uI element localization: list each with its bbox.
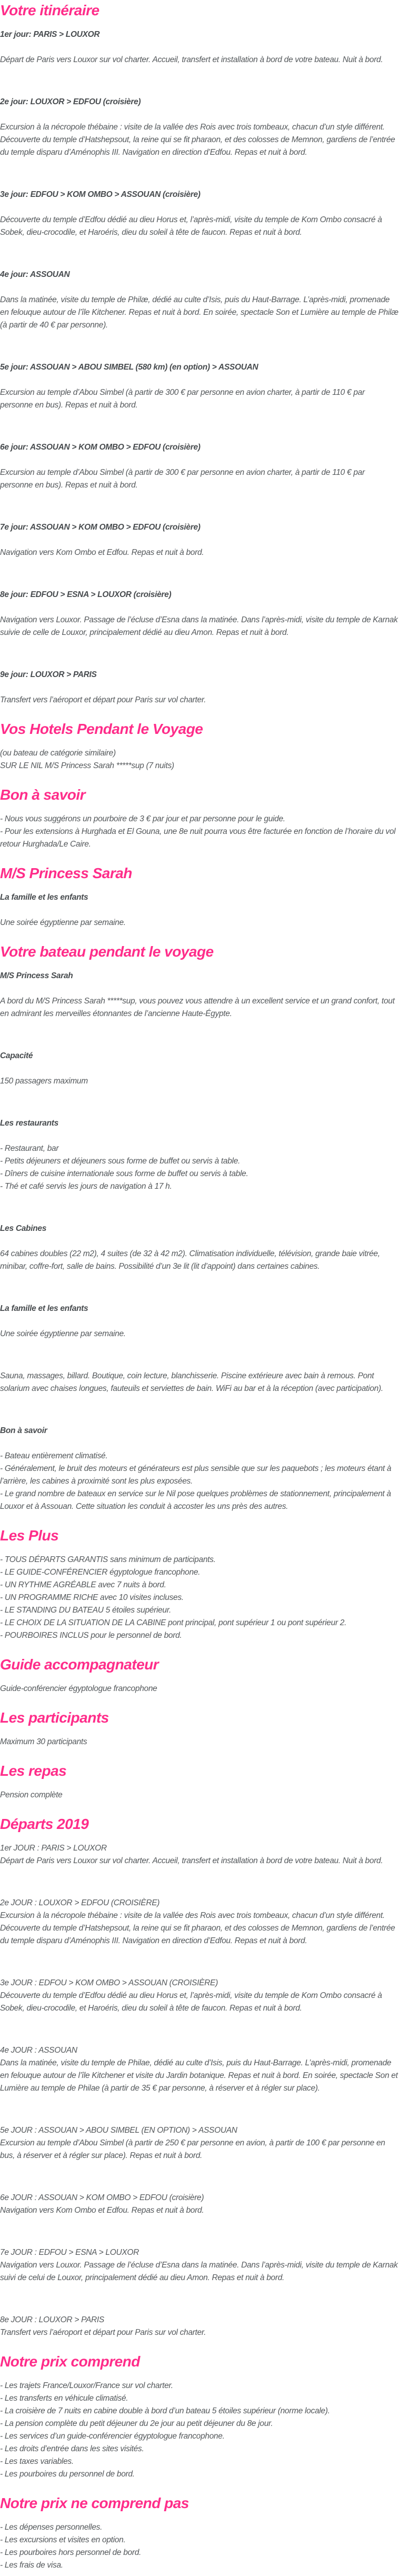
paragraph-block bbox=[0, 1248, 399, 1273]
day-heading: 2e jour: LOUXOR > EDFOU (croisière) bbox=[0, 97, 141, 106]
day-heading: 6e JOUR : ASSOUAN > KOM OMBO > EDFOU (croisière) bbox=[0, 2193, 204, 2202]
day-description: Excursion à la nécropole thébaine : visite de la vallée des Rois avec trois tombeaux, chacun d’un style différent. Découverte du temple d’Hatshepsout, la reine qui se fit pharaon, et des colosses de Memnon, gardiens de l’entrée du temple disparu d’Aménophis III. Navigation en direction d’Edfou. Repas et nuit à bord. bbox=[0, 1911, 395, 1945]
day-description: Navigation vers Kom Ombo et Edfou. Repas et nuit à bord. bbox=[0, 548, 204, 557]
text-list bbox=[0, 2521, 399, 2572]
list-item: - Les pourboires hors personnel de bord. bbox=[0, 2548, 142, 2557]
section-heading: Votre bateau pendant le voyage bbox=[0, 943, 214, 960]
paragraph-block bbox=[0, 1075, 399, 1088]
list-item: - Les services d’un guide-conférencier égyptologue francophone. bbox=[0, 2432, 225, 2441]
section-heading: M/S Princess Sarah bbox=[0, 865, 132, 881]
list-item: - Thé et café servis les jours de navigation à 17 h. bbox=[0, 1182, 172, 1191]
day-heading: 6e jour: ASSOUAN > KOM OMBO > EDFOU (croisière) bbox=[0, 443, 201, 452]
section-heading: Départs 2019 bbox=[0, 1816, 89, 1832]
departure-day bbox=[0, 2314, 399, 2339]
day-description: Départ de Paris vers Louxor sur vol charter. Accueil, transfert et installation à bord de votre bateau. Nuit à bord. bbox=[0, 55, 383, 64]
day-description: Navigation vers Louxor. Passage de l’écluse d’Esna dans la matinée. Dans l’après-midi, visite du temple de Karnak suivie de celle de Louxor, principalement dédié au dieu Amon. Repas et nuit à bord. bbox=[0, 615, 398, 637]
list-item: - Dîners de cuisine internationale sous forme de buffet ou servis à table. bbox=[0, 1169, 248, 1178]
list-item: - Le grand nombre de bateaux en service sur le Nil pose quelques problèmes de stationnement, principalement à Louxor et à Assouan. Cette situation les conduit à accoster les uns près des autres. bbox=[0, 1489, 391, 1511]
itinerary-day bbox=[0, 28, 399, 66]
day-heading: 7e JOUR : EDFOU > ESNA > LOUXOR bbox=[0, 2248, 139, 2257]
day-description: Dans la matinée, visite du temple de Philæ, dédié au culte d’Isis, puis du Haut-Barrage. L’après-midi, promenade en felouque autour de l’île Kitchener. Repas et nuit à bord. En soirée, spectacle Son et Lumière au temple de Philæ (à partir de 40 € par personne). bbox=[0, 295, 398, 330]
list-item: - UN PROGRAMME RICHE avec 10 visites incluses. bbox=[0, 1593, 184, 1602]
list-item: - Les taxes variables. bbox=[0, 2457, 74, 2466]
sub-heading: Les Cabines bbox=[0, 1224, 47, 1233]
day-description: Navigation vers Louxor. Passage de l’écluse d’Esna dans la matinée. Dans l’après-midi, visite du temple de Karnak suivi de celui de Louxor, principalement dédié au dieu Amon. Repas et nuit à bord. bbox=[0, 2261, 398, 2282]
paragraph-text: 64 cabines doubles (22 m2), 4 suites (de 32 à 42 m2). Climatisation individuelle, télévision, grande baie vitrée, minibar, coffre-fort, salle de bains. Possibilité d’un 3e lit (lit d’appoint) dans certaines cabines. bbox=[0, 1249, 380, 1271]
day-heading: 4e jour: ASSOUAN bbox=[0, 270, 70, 279]
text-list bbox=[0, 813, 399, 851]
list-item: - POURBOIRES INCLUS pour le personnel de bord. bbox=[0, 1631, 182, 1640]
list-item: - Petits déjeuners et déjeuners sous forme de buffet ou servis à table. bbox=[0, 1157, 241, 1166]
text-list bbox=[0, 1450, 399, 1513]
day-description: Excursion au temple d’Abou Simbel (à partir de 250 € par personne en avion, à partir de 100 € par personne en bus, à réserver et à régler sur place). Repas et nuit à bord. bbox=[0, 2139, 385, 2160]
paragraph-text: Guide-conférencier égyptologue francophone bbox=[0, 1684, 157, 1693]
day-heading: 7e jour: ASSOUAN > KOM OMBO > EDFOU (croisière) bbox=[0, 523, 201, 532]
list-item: SUR LE NIL M/S Princess Sarah *****sup (7 nuits) bbox=[0, 761, 174, 770]
list-item: - Pour les extensions à Hurghada et El Gouna, une 8e nuit pourra vous être facturée en fonction de l’horaire du vol retour Hurghada/Le Caire. bbox=[0, 827, 396, 849]
section-heading: Bon à savoir bbox=[0, 787, 86, 803]
list-item: - Les trajets France/Louxor/France sur vol charter. bbox=[0, 2381, 173, 2390]
itinerary-day bbox=[0, 361, 399, 412]
departure-day bbox=[0, 1977, 399, 2015]
day-heading: 8e jour: EDFOU > ESNA > LOUXOR (croisière) bbox=[0, 590, 172, 599]
itinerary-day bbox=[0, 268, 399, 332]
list-item: - UN RYTHME AGRÉABLE avec 7 nuits à bord. bbox=[0, 1580, 166, 1589]
text-list bbox=[0, 2380, 399, 2481]
paragraph-block bbox=[0, 995, 399, 1020]
day-heading: 8e JOUR : LOUXOR > PARIS bbox=[0, 2315, 104, 2324]
day-heading: 9e jour: LOUXOR > PARIS bbox=[0, 670, 97, 679]
departure-day bbox=[0, 2192, 399, 2217]
section-heading: Notre prix ne comprend pas bbox=[0, 2495, 189, 2511]
departure-day bbox=[0, 2246, 399, 2284]
list-item: - Restaurant, bar bbox=[0, 1144, 59, 1153]
text-list bbox=[0, 1554, 399, 1642]
day-heading: 3e jour: EDFOU > KOM OMBO > ASSOUAN (croisière) bbox=[0, 190, 201, 199]
departure-day bbox=[0, 2124, 399, 2162]
day-heading: 1er jour: PARIS > LOUXOR bbox=[0, 30, 100, 39]
list-item: - Les transferts en véhicule climatisé. bbox=[0, 2394, 128, 2403]
list-item: - Généralement, le bruit des moteurs et générateurs est plus sensible que sur les paquebots ; les moteurs étant à l’arrière, les cabines à proximité sont les plus exposées. bbox=[0, 1464, 392, 1486]
list-item: (ou bateau de catégorie similaire) bbox=[0, 749, 116, 758]
section-heading: Les repas bbox=[0, 1763, 67, 1779]
list-item: - Les pourboires du personnel de bord. bbox=[0, 2470, 135, 2479]
text-list bbox=[0, 1142, 399, 1193]
day-description: Départ de Paris vers Louxor sur vol charter. Accueil, transfert et installation à bord de votre bateau. Nuit à bord. bbox=[0, 1856, 383, 1865]
day-description: Transfert vers l’aéroport et départ pour Paris sur vol charter. bbox=[0, 2328, 206, 2337]
day-description: Excursion à la nécropole thébaine : visite de la vallée des Rois avec trois tombeaux, chacun d’un style différent. Découverte du temple d’Hatshepsout, la reine qui se fit pharaon, et des colosses de Memnon, gardiens de l’entrée du temple disparu d’Aménophis III. Navigation en direction d’Edfou. Repas et nuit à bord. bbox=[0, 123, 395, 157]
day-description: Découverte du temple d’Edfou dédié au dieu Horus et, l’après-midi, visite du temple de Kom Ombo consacré à Sobek, dieu-crocodile, et Haroéris, dieu du soleil à tête de faucon. Repas et nuit à bord. bbox=[0, 215, 382, 237]
section-heading: Les Plus bbox=[0, 1527, 59, 1544]
day-heading: 4e JOUR : ASSOUAN bbox=[0, 2046, 77, 2055]
itinerary-day bbox=[0, 188, 399, 239]
text-list bbox=[0, 747, 399, 772]
section-heading: Votre itinéraire bbox=[0, 2, 99, 18]
paragraph-text: A bord du M/S Princess Sarah *****sup, vous pouvez vous attendre à un excellent service et un grand confort, tout en admirant les merveilles étonnantes de l’ancienne Haute-Égypte. bbox=[0, 997, 395, 1018]
day-heading: 5e JOUR : ASSOUAN > ABOU SIMBEL (EN OPTION) > ASSOUAN bbox=[0, 2126, 237, 2135]
paragraph-text: 150 passagers maximum bbox=[0, 1077, 88, 1086]
sub-heading: Les restaurants bbox=[0, 1119, 58, 1128]
day-description: Dans la matinée, visite du temple de Philae, dédié au culte d’Isis, puis du Haut-Barrage. L’après-midi, promenade en felouque autour de l’île Kitchener et visite du Jardin botanique. Repas et nuit à bord. En soirée, spectacle Son et Lumière au temple de Philae (à partir de 35 € par personne, à réserver et à régler sur place). bbox=[0, 2058, 398, 2093]
paragraph-block bbox=[0, 917, 399, 929]
paragraph-block bbox=[0, 1736, 399, 1748]
sub-heading: Capacité bbox=[0, 1051, 33, 1060]
day-description: Navigation vers Kom Ombo et Edfou. Repas et nuit à bord. bbox=[0, 2206, 204, 2215]
day-heading: 3e JOUR : EDFOU > KOM OMBO > ASSOUAN (CROISIÈRE) bbox=[0, 1978, 218, 1987]
departure-day bbox=[0, 2044, 399, 2095]
paragraph-block bbox=[0, 1789, 399, 1802]
itinerary-day bbox=[0, 669, 399, 707]
list-item: - Bateau entièrement climatisé. bbox=[0, 1451, 108, 1460]
paragraph-text: Pension complète bbox=[0, 1791, 63, 1799]
sub-heading: Bon à savoir bbox=[0, 1426, 47, 1435]
paragraph-text: Maximum 30 participants bbox=[0, 1737, 87, 1746]
itinerary-day bbox=[0, 441, 399, 492]
itinerary-day bbox=[0, 521, 399, 559]
list-item: - La croisière de 7 nuits en cabine double à bord d’un bateau 5 étoiles supérieur (norme locale). bbox=[0, 2406, 330, 2415]
sub-heading: La famille et les enfants bbox=[0, 1304, 88, 1313]
list-item: - TOUS DÉPARTS GARANTIS sans minimum de participants. bbox=[0, 1555, 216, 1564]
list-item: - LE CHOIX DE LA SITUATION DE LA CABINE pont principal, pont supérieur 1 ou pont supérieur 2. bbox=[0, 1618, 347, 1627]
day-description: Excursion au temple d’Abou Simbel (à partir de 300 € par personne en avion charter, à partir de 110 € par personne en bus). Repas et nuit à bord. bbox=[0, 388, 365, 410]
sub-heading: La famille et les enfants bbox=[0, 893, 88, 902]
itinerary-day bbox=[0, 96, 399, 159]
paragraph-block bbox=[0, 1328, 399, 1340]
paragraph-text: Une soirée égyptienne par semaine. bbox=[0, 1329, 126, 1338]
sub-heading: M/S Princess Sarah bbox=[0, 971, 73, 980]
section-heading: Guide accompagnateur bbox=[0, 1656, 159, 1673]
day-heading: 5e jour: ASSOUAN > ABOU SIMBEL (580 km) (en option) > ASSOUAN bbox=[0, 363, 258, 372]
section-heading: Les participants bbox=[0, 1709, 109, 1726]
day-description: Découverte du temple d’Edfou dédié au dieu Horus et, l’après-midi, visite du temple de Kom Ombo consacré à Sobek, dieu-crocodile, et Haroéris, dieu du soleil à tête de faucon. Repas et nuit à bord. bbox=[0, 1991, 382, 2013]
list-item: - LE GUIDE-CONFÉRENCIER égyptologue francophone. bbox=[0, 1568, 201, 1577]
list-item: - Les dépenses personnelles. bbox=[0, 2523, 103, 2532]
departure-day bbox=[0, 1897, 399, 1947]
list-item: - Nous vous suggérons un pourboire de 3 € par jour et par personne pour le guide. bbox=[0, 814, 285, 823]
paragraph-text: Une soirée égyptienne par semaine. bbox=[0, 918, 126, 927]
day-description: Excursion au temple d’Abou Simbel (à partir de 300 € par personne en avion charter, à partir de 110 € par personne en bus). Repas et nuit à bord. bbox=[0, 468, 365, 490]
paragraph-block bbox=[0, 1370, 399, 1395]
list-item: - Les excursions et visites en option. bbox=[0, 2535, 126, 2544]
paragraph-block bbox=[0, 1683, 399, 1695]
departure-day bbox=[0, 1842, 399, 1867]
day-heading: 2e JOUR : LOUXOR > EDFOU (CROISIÈRE) bbox=[0, 1898, 160, 1907]
day-heading: 1er JOUR : PARIS > LOUXOR bbox=[0, 1844, 107, 1853]
list-item: - LE STANDING DU BATEAU 5 étoiles supérieur. bbox=[0, 1606, 172, 1615]
day-description: Transfert vers l’aéroport et départ pour Paris sur vol charter. bbox=[0, 695, 206, 704]
list-item: - Les frais de visa. bbox=[0, 2561, 63, 2570]
paragraph-text: Sauna, massages, billard. Boutique, coin lecture, blanchisserie. Piscine extérieure avec bain à remous. Pont solarium avec chaises longues, fauteuils et serviettes de bain. WiFi au bar et à la réception (avec participation). bbox=[0, 1371, 383, 1393]
list-item: - Les droits d’entrée dans les sites visités. bbox=[0, 2444, 144, 2453]
list-item: - La pension complète du petit déjeuner du 2e jour au petit déjeuner du 8e jour. bbox=[0, 2419, 273, 2428]
section-heading: Notre prix comprend bbox=[0, 2353, 140, 2370]
itinerary-day bbox=[0, 589, 399, 639]
section-heading: Vos Hotels Pendant le Voyage bbox=[0, 721, 203, 737]
